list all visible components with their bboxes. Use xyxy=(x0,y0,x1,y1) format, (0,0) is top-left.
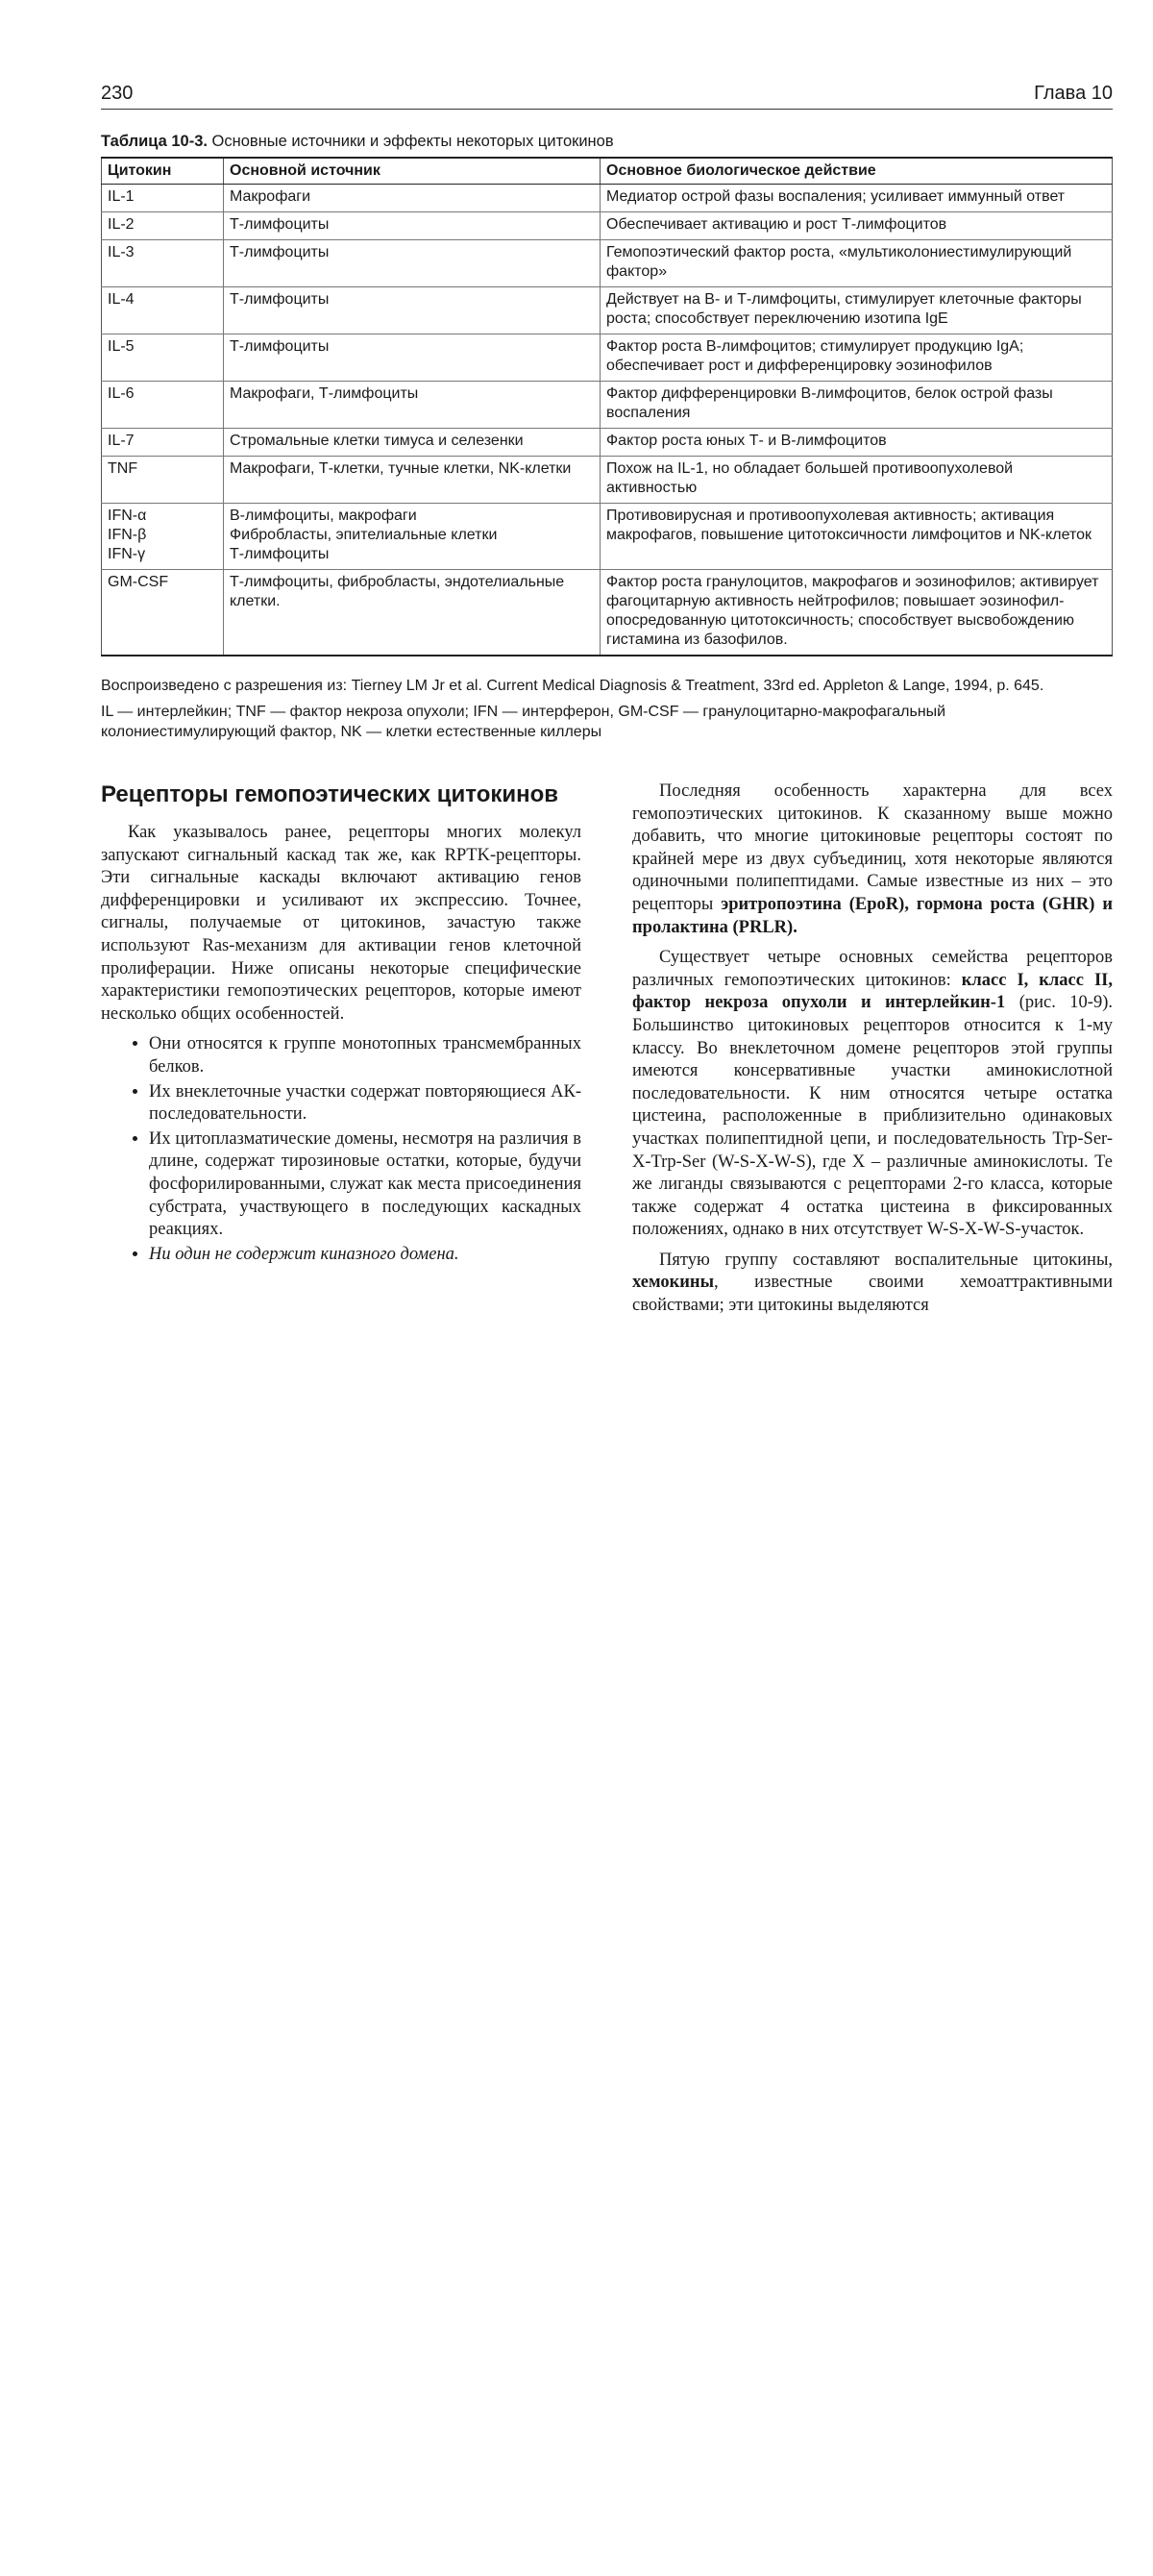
list-item: • Их цитоплазматические домены, несмотря на различия в длине, содержат тирозиновые остатки, которые, будучи фосфорилированными, служат как места присоединения субстрата, участвующего в последующих каскадных реакциях. xyxy=(149,1128,581,1242)
table-cell-cytokine: IL-7 xyxy=(102,429,224,457)
paragraph-text: Существует четыре основных семейства рецепторов различных гемопоэтических цитокинов: xyxy=(632,948,1113,990)
section-title: Рецепторы гемопоэтических цитокинов xyxy=(101,781,559,807)
table-cell-action: Медиатор острой фазы воспаления; усиливает иммунный ответ xyxy=(601,185,1113,212)
left-column xyxy=(101,780,581,1325)
page-number: 230 xyxy=(101,83,134,104)
column-header: Основной источник xyxy=(224,158,601,185)
right-column xyxy=(632,780,1113,1325)
paragraph xyxy=(632,1250,1113,1318)
table-cell-action: Обеспечивает активацию и рост Т-лимфоцитов xyxy=(601,212,1113,240)
source-note: Воспроизведено с разрешения из: Tierney LM Jr et al. Current Medical Diagnosis & Treatment, 33rd ed. Appleton & Lange, 1994, p. 645. xyxy=(101,678,1044,694)
table-cell-action: Действует на В- и Т-лимфоциты, стимулирует клеточные факторы роста; способствует переключению изотипа IgE xyxy=(601,287,1113,334)
table-row xyxy=(102,185,1113,212)
abbreviations-note: IL — интерлейкин; TNF — фактор некроза опухоли; IFN — интерферон, GM-CSF — гранулоцитарно-макрофагальный колониестимулирующий фактор, NK — клетки естественные киллеры xyxy=(101,704,946,740)
table-cell-cytokine: IL-5 xyxy=(102,334,224,382)
page xyxy=(101,83,1113,1325)
cytokine-table xyxy=(101,157,1113,656)
table-cell-source: Т-лимфоциты xyxy=(224,287,601,334)
feature-list xyxy=(101,1033,581,1266)
list-item: • Их внеклеточные участки содержат повторяющиеся АК-последовательности. xyxy=(149,1081,581,1127)
paragraph xyxy=(632,947,1113,1242)
table-row xyxy=(102,334,1113,382)
table-cell-source: Т-лимфоциты, фибробласты, эндотелиальные клетки. xyxy=(224,570,601,656)
column-header: Цитокин xyxy=(102,158,224,185)
table-cell-source: Макрофаги xyxy=(224,185,601,212)
list-item: • Ни один не содержит киназного домена. xyxy=(149,1244,581,1267)
paragraph-text: (рис. 10-9). Большинство цитокиновых рецепторов относится к 1-му классу. Во внеклеточном домене рецепторов этой группы имеются консервативные участки аминокислотной последовательности. К ним относятся четыре остатка цистеина, расположенные в приблизительно одинаковых участках полипептидной цепи, и последовательность Trp-Ser-X-Trp-Ser (W-S-X-W-S), где X – различные аминокислоты. Те же лиганды связываются с рецепторами 2-го класса, которые также содержат 4 остатка цистеина в фиксированных положениях, однако в них отсутствует W-S-X-W-S-участок. xyxy=(632,993,1113,1240)
table-number: Таблица 10-3. xyxy=(101,133,208,150)
table-cell-cytokine: IL-4 xyxy=(102,287,224,334)
table-cell-cytokine: IL-1 xyxy=(102,185,224,212)
table-caption xyxy=(101,133,1113,151)
table-row xyxy=(102,212,1113,240)
table-row xyxy=(102,504,1113,570)
table-cell-action: Гемопоэтический фактор роста, «мультиколониестимулирующий фактор» xyxy=(601,240,1113,287)
table-cell-source: В-лимфоциты, макрофаги Фибробласты, эпителиальные клетки Т-лимфоциты xyxy=(224,504,601,570)
table-cell-cytokine: IL-6 xyxy=(102,382,224,429)
table-cell-action: Фактор роста юных Т- и В-лимфоцитов xyxy=(601,429,1113,457)
table-cell-action: Фактор дифференцировки В-лимфоцитов, белок острой фазы воспаления xyxy=(601,382,1113,429)
table-cell-cytokine: IFN-α IFN-β IFN-γ xyxy=(102,504,224,570)
table-cell-action: Фактор роста гранулоцитов, макрофагов и эозинофилов; активирует фагоцитарную активность нейтрофилов; повышает эозинофил-опосредованную цитотоксичность; способствует высвобождению гистамина из базофилов. xyxy=(601,570,1113,656)
table-header-row xyxy=(102,158,1113,185)
table-cell-source: Т-лимфоциты xyxy=(224,240,601,287)
chapter-label: Глава 10 xyxy=(1034,83,1113,104)
table-cell-source: Макрофаги, Т-клетки, тучные клетки, NK-клетки xyxy=(224,457,601,504)
table-cell-source: Т-лимфоциты xyxy=(224,334,601,382)
table-row xyxy=(102,429,1113,457)
table-row xyxy=(102,240,1113,287)
table-cell-action: Противовирусная и противоопухолевая активность; активация макрофагов, повышение цитотоксичности лимфоцитов и NK-клеток xyxy=(601,504,1113,570)
table-body xyxy=(102,185,1113,656)
table-cell-cytokine: GM-CSF xyxy=(102,570,224,656)
table-cell-cytokine: IL-3 xyxy=(102,240,224,287)
body-columns xyxy=(101,780,1113,1325)
paragraph-text: Последняя особенность характерна для всех гемопоэтических цитокинов. К сказанному выше можно добавить, что многие цитокиновые рецепторы состоят по крайней мере из двух субъединиц, хотя некоторые являются одиночными полипептидами. Самые известные из них – это рецепторы xyxy=(632,781,1113,914)
intro-paragraph: Как указывалось ранее, рецепторы многих молекул запускают сигнальный каскад так же, как RPTK-рецепторы. Эти сигнальные каскады включают активацию генов дифференцировки и усиливают их экспрессию. Точнее, сигналы, получаемые от цитокинов, зачастую также используют Ras-механизм для активации генов клеточной пролиферации. Ниже описаны некоторые специфические характеристики гемопоэтических рецепторов, которые имеют несколько общих особенностей. xyxy=(101,823,581,1024)
chemokines-term: хемокины xyxy=(632,1273,715,1293)
table-title: Основные источники и эффекты некоторых цитокинов xyxy=(207,133,614,150)
table-cell-source: Макрофаги, Т-лимфоциты xyxy=(224,382,601,429)
table-cell-cytokine: IL-2 xyxy=(102,212,224,240)
column-header: Основное биологическое действие xyxy=(601,158,1113,185)
receptor-families: класс I, класс II, фактор некроза опухоли и интерлейкин-1 xyxy=(632,970,1113,1013)
list-item: • Они относятся к группе монотопных трансмембранных белков. xyxy=(149,1033,581,1078)
table-cell-source: Т-лимфоциты xyxy=(224,212,601,240)
table-cell-action: Похож на IL-1, но обладает большей противоопухолевой активностью xyxy=(601,457,1113,504)
table-row xyxy=(102,570,1113,656)
paragraph xyxy=(632,780,1113,939)
running-header xyxy=(101,83,1113,110)
table-cell-source: Стромальные клетки тимуса и селезенки xyxy=(224,429,601,457)
receptor-names: эритропоэтина (EpoR), гормона роста (GHR) и пролактина (PRLR). xyxy=(632,894,1113,937)
table-row xyxy=(102,382,1113,429)
paragraph-text: Пятую группу составляют воспалительные цитокины, xyxy=(659,1250,1113,1270)
table-row xyxy=(102,287,1113,334)
table-cell-cytokine: TNF xyxy=(102,457,224,504)
paragraph-text: , известные своими хемоаттрактивными свойствами; эти цитокины выделяются xyxy=(632,1273,1113,1316)
table-row xyxy=(102,457,1113,504)
table-cell-action: Фактор роста В-лимфоцитов; стимулирует продукцию IgA; обеспечивает рост и дифференцировку эозинофилов xyxy=(601,334,1113,382)
